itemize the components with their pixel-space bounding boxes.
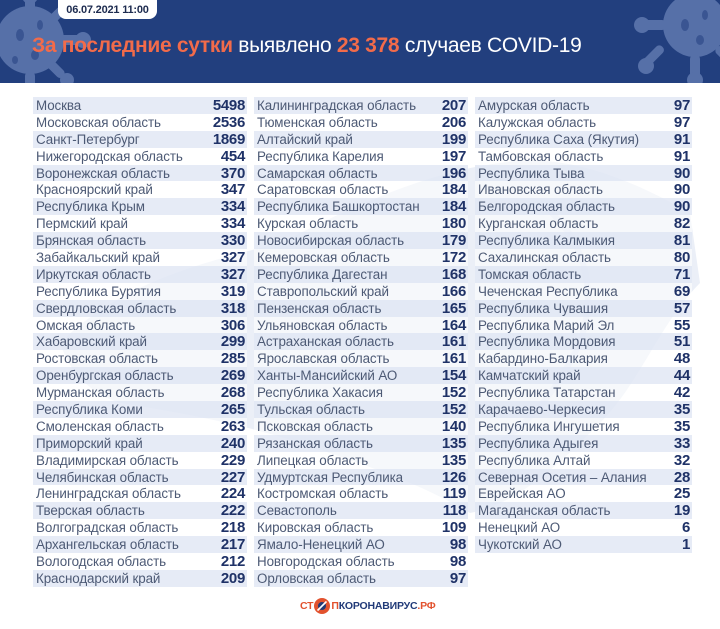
- case-count: 97: [449, 569, 466, 587]
- region-name: Республика Дагестан: [257, 266, 388, 282]
- case-count: 71: [673, 265, 690, 283]
- case-count: 91: [673, 147, 690, 165]
- region-name: Республика Башкортостан: [257, 199, 420, 215]
- table-row: [475, 266, 692, 283]
- table-row: [475, 131, 692, 148]
- case-count: 229: [220, 451, 245, 469]
- case-count: 227: [220, 468, 245, 486]
- virus-decoration-icon: [620, 0, 720, 83]
- case-count: 164: [441, 316, 466, 334]
- case-count: 109: [441, 519, 466, 537]
- region-name: Пензенская область: [257, 300, 382, 316]
- region-name: Удмуртская Республика: [257, 469, 404, 485]
- region-column-3: [475, 97, 692, 553]
- region-name: Ярославская область: [257, 351, 390, 367]
- table-row: [254, 452, 468, 469]
- table-row: [254, 350, 468, 367]
- region-name: Амурская область: [478, 97, 590, 113]
- table-row: [475, 215, 692, 232]
- case-count: 152: [441, 384, 466, 402]
- case-count: 269: [220, 367, 245, 385]
- case-count: 319: [220, 282, 245, 300]
- region-name: Архангельская область: [36, 537, 179, 553]
- region-name: Тюменская область: [257, 114, 378, 130]
- region-name: Республика Ингушетия: [478, 418, 620, 434]
- case-count: 90: [673, 181, 690, 199]
- table-row: [33, 114, 247, 131]
- region-name: Пермский край: [36, 216, 128, 232]
- case-count: 98: [449, 536, 466, 554]
- case-count: 19: [673, 502, 690, 520]
- case-count: 44: [673, 367, 690, 385]
- table-row: [475, 283, 692, 300]
- case-count: 165: [441, 299, 466, 317]
- case-count: 207: [441, 96, 466, 114]
- table-row: [254, 401, 468, 418]
- region-name: Тульская область: [257, 401, 365, 417]
- region-name: Курганская область: [478, 216, 599, 232]
- case-count: 306: [220, 316, 245, 334]
- table-row: [475, 350, 692, 367]
- case-count: 69: [673, 282, 690, 300]
- case-count: 51: [673, 333, 690, 351]
- region-name: Республика Мордовия: [478, 334, 616, 350]
- table-row: [33, 519, 247, 536]
- table-row: [475, 418, 692, 435]
- region-name: Нижегородская область: [36, 148, 183, 164]
- table-row: [254, 181, 468, 198]
- case-count: 180: [441, 215, 466, 233]
- table-row: [475, 198, 692, 215]
- case-count: 179: [441, 232, 466, 250]
- table-row: [475, 367, 692, 384]
- region-name: Брянская область: [36, 233, 146, 249]
- case-count: 55: [673, 316, 690, 334]
- region-name: Республика Адыгея: [478, 435, 599, 451]
- stop-virus-icon: [314, 598, 330, 614]
- table-row: [33, 452, 247, 469]
- table-row: [33, 485, 247, 502]
- table-row: [475, 165, 692, 182]
- region-name: Кабардино-Балкария: [478, 351, 608, 367]
- region-name: Кировская область: [257, 520, 374, 536]
- region-name: Сахалинская область: [478, 249, 611, 265]
- case-count: 126: [441, 468, 466, 486]
- region-name: Саратовская область: [257, 182, 389, 198]
- region-name: Рязанская область: [257, 435, 373, 451]
- table-row: [33, 317, 247, 334]
- table-row: [33, 536, 247, 553]
- region-name: Костромская область: [257, 486, 389, 502]
- region-name: Ханты-Мансийский АО: [257, 368, 398, 384]
- table-row: [475, 401, 692, 418]
- table-row: [33, 350, 247, 367]
- region-name: Ямало-Ненецкий АО: [257, 537, 385, 553]
- table-row: [254, 283, 468, 300]
- table-row: [254, 536, 468, 553]
- region-name: Республика Марий Эл: [478, 317, 615, 333]
- region-name: Самарская область: [257, 165, 378, 181]
- region-name: Республика Хакасия: [257, 385, 383, 401]
- region-name: Тверская область: [36, 503, 145, 519]
- table-row: [254, 502, 468, 519]
- table-row: [475, 114, 692, 131]
- table-row: [254, 435, 468, 452]
- table-row: [33, 333, 247, 350]
- table-row: [475, 452, 692, 469]
- region-name: Новосибирская область: [257, 233, 405, 249]
- case-count: 161: [441, 333, 466, 351]
- table-row: [33, 401, 247, 418]
- region-name: Магаданская область: [478, 503, 611, 519]
- table-row: [475, 485, 692, 502]
- case-count: 35: [673, 417, 690, 435]
- case-count: 206: [441, 113, 466, 131]
- table-row: [254, 570, 468, 587]
- case-count: 347: [220, 181, 245, 199]
- case-count: 57: [673, 299, 690, 317]
- region-name: Курская область: [257, 216, 359, 232]
- region-name: Калужская область: [478, 114, 597, 130]
- case-count: 97: [673, 96, 690, 114]
- case-count: 330: [220, 232, 245, 250]
- region-name: Алтайский край: [257, 131, 353, 147]
- table-row: [254, 249, 468, 266]
- case-count: 90: [673, 198, 690, 216]
- region-column-1: [33, 97, 247, 587]
- case-count: 98: [449, 553, 466, 570]
- case-count: 135: [441, 451, 466, 469]
- table-row: [33, 384, 247, 401]
- region-name: Республика Бурятия: [36, 283, 161, 299]
- region-name: Ульяновская область: [257, 317, 388, 333]
- region-name: Республика Карелия: [257, 148, 384, 164]
- region-name: Республика Коми: [36, 401, 143, 417]
- case-count: 82: [673, 215, 690, 233]
- case-count: 172: [441, 248, 466, 266]
- region-name: Камчатский край: [478, 368, 581, 384]
- table-row: [33, 367, 247, 384]
- region-name: Красноярский край: [36, 182, 153, 198]
- region-name: Республика Саха (Якутия): [478, 131, 640, 147]
- case-count: 285: [220, 350, 245, 368]
- case-count: 140: [441, 417, 466, 435]
- region-name: Еврейская АО: [478, 486, 566, 502]
- table-row: [33, 502, 247, 519]
- table-row: [33, 165, 247, 182]
- region-name: Омская область: [36, 317, 136, 333]
- case-count: 318: [220, 299, 245, 317]
- table-row: [33, 148, 247, 165]
- case-count: 90: [673, 164, 690, 182]
- region-name: Калининградская область: [257, 97, 416, 113]
- table-row: [33, 198, 247, 215]
- table-row: [33, 570, 247, 587]
- case-count: 327: [220, 265, 245, 283]
- table-row: [254, 553, 468, 570]
- case-count: 80: [673, 248, 690, 266]
- logo-text-p: П: [331, 600, 339, 612]
- case-count: 25: [673, 485, 690, 503]
- title-text: выявлено: [232, 34, 337, 57]
- region-name: Вологодская область: [36, 553, 166, 569]
- table-row: [33, 435, 247, 452]
- case-count: 2536: [212, 113, 245, 131]
- logo-text-st: СТ: [300, 600, 314, 612]
- case-count: 196: [441, 164, 466, 182]
- table-row: [254, 333, 468, 350]
- table-row: [254, 198, 468, 215]
- case-count: 42: [673, 384, 690, 402]
- case-count: 33: [673, 434, 690, 452]
- case-count: 5498: [212, 96, 245, 114]
- case-count: 48: [673, 350, 690, 368]
- region-name: Забайкальский край: [36, 249, 160, 265]
- case-count: 184: [441, 198, 466, 216]
- header-banner: [0, 0, 720, 83]
- page-title: [32, 34, 581, 58]
- table-row: [475, 536, 692, 553]
- table-row: [33, 131, 247, 148]
- case-count: 263: [220, 417, 245, 435]
- report-date: 06.07.2021 11:00: [58, 0, 157, 19]
- table-row: [33, 300, 247, 317]
- region-name: Карачаево-Черкесия: [478, 401, 606, 417]
- region-name: Оренбургская область: [36, 368, 174, 384]
- table-row: [254, 384, 468, 401]
- table-row: [475, 249, 692, 266]
- case-count: 161: [441, 350, 466, 368]
- region-name: Северная Осетия – Алания: [478, 469, 647, 485]
- table-row: [475, 333, 692, 350]
- region-name: Чеченская Республика: [478, 283, 618, 299]
- table-row: [475, 502, 692, 519]
- table-row: [254, 232, 468, 249]
- region-name: Тамбовская область: [478, 148, 604, 164]
- region-name: Хабаровский край: [36, 334, 147, 350]
- region-name: Московская область: [36, 114, 161, 130]
- table-row: [254, 131, 468, 148]
- table-row: [254, 165, 468, 182]
- table-row: [475, 97, 692, 114]
- case-count: 135: [441, 434, 466, 452]
- case-count: 154: [441, 367, 466, 385]
- table-row: [254, 469, 468, 486]
- table-row: [33, 283, 247, 300]
- region-name: Псковская область: [257, 418, 373, 434]
- table-row: [33, 97, 247, 114]
- table-row: [254, 300, 468, 317]
- region-name: Астраханская область: [257, 334, 394, 350]
- region-name: Волгоградская область: [36, 520, 179, 536]
- table-row: [254, 367, 468, 384]
- title-highlight: За последние сутки: [32, 34, 233, 57]
- region-name: Ставропольский край: [257, 283, 389, 299]
- case-count: 197: [441, 147, 466, 165]
- region-name: Мурманская область: [36, 385, 165, 401]
- region-name: Ленинградская область: [36, 486, 181, 502]
- table-row: [254, 485, 468, 502]
- region-column-2: [254, 97, 468, 587]
- case-count: 97: [673, 113, 690, 131]
- region-name: Москва: [36, 97, 82, 113]
- region-name: Кемеровская область: [257, 249, 390, 265]
- region-name: Республика Чувашия: [478, 300, 608, 316]
- region-name: Краснодарский край: [36, 570, 161, 586]
- region-name: Республика Крым: [36, 199, 145, 215]
- region-name: Ростовская область: [36, 351, 158, 367]
- region-name: Владимирская область: [36, 452, 179, 468]
- table-row: [254, 317, 468, 334]
- case-count: 268: [220, 384, 245, 402]
- case-count: 152: [441, 400, 466, 418]
- logo-text-rf: .РФ: [417, 600, 436, 612]
- case-count: 222: [220, 502, 245, 520]
- table-row: [254, 114, 468, 131]
- table-row: [254, 97, 468, 114]
- logo-text-coronavirus: КОРОНАВИРУС: [338, 600, 418, 612]
- case-count: 299: [220, 333, 245, 351]
- region-name: Смоленская область: [36, 418, 164, 434]
- case-count: 240: [220, 434, 245, 452]
- table-row: [254, 215, 468, 232]
- table-row: [33, 215, 247, 232]
- region-name: Липецкая область: [257, 452, 369, 468]
- table-row: [33, 553, 247, 570]
- region-name: Севастополь: [257, 503, 337, 519]
- case-count: 166: [441, 282, 466, 300]
- case-count: 1: [681, 536, 690, 554]
- table-row: [33, 266, 247, 283]
- table-row: [475, 232, 692, 249]
- region-name: Белгородская область: [478, 199, 615, 215]
- region-name: Воронежская область: [36, 165, 170, 181]
- case-count: 35: [673, 400, 690, 418]
- table-row: [254, 418, 468, 435]
- table-row: [475, 148, 692, 165]
- table-row: [475, 435, 692, 452]
- case-count: 370: [220, 164, 245, 182]
- region-name: Орловская область: [257, 570, 376, 586]
- case-count: 199: [441, 130, 466, 148]
- case-count: 81: [673, 232, 690, 250]
- table-row: [475, 469, 692, 486]
- case-count: 209: [220, 569, 245, 587]
- region-name: Ненецкий АО: [478, 520, 561, 536]
- table-row: [254, 519, 468, 536]
- case-count: 334: [220, 215, 245, 233]
- region-name: Свердловская область: [36, 300, 177, 316]
- case-count: 184: [441, 181, 466, 199]
- region-name: Ивановская область: [478, 182, 603, 198]
- case-count: 28: [673, 468, 690, 486]
- case-count: 212: [220, 553, 245, 570]
- table-row: [475, 317, 692, 334]
- table-row: [475, 519, 692, 536]
- region-name: Челябинская область: [36, 469, 169, 485]
- region-name: Республика Калмыкия: [478, 233, 615, 249]
- table-row: [33, 181, 247, 198]
- case-count: 91: [673, 130, 690, 148]
- table-row: [475, 181, 692, 198]
- case-count: 218: [220, 519, 245, 537]
- table-row: [33, 418, 247, 435]
- case-count: 118: [442, 502, 466, 520]
- region-name: Новгородская область: [257, 553, 395, 569]
- region-name: Чукотский АО: [478, 537, 562, 553]
- case-count: 119: [442, 485, 466, 503]
- region-name: Приморский край: [36, 435, 143, 451]
- case-count: 168: [441, 265, 466, 283]
- region-name: Республика Алтай: [478, 452, 591, 468]
- case-count: 454: [220, 147, 245, 165]
- table-row: [254, 148, 468, 165]
- total-cases-count: 23 378: [336, 34, 400, 57]
- case-count: 1869: [212, 130, 245, 148]
- region-name: Иркутская область: [36, 266, 151, 282]
- table-row: [254, 266, 468, 283]
- case-count: 334: [220, 198, 245, 216]
- case-count: 6: [681, 519, 690, 537]
- table-row: [33, 469, 247, 486]
- table-row: [475, 300, 692, 317]
- region-name: Республика Татарстан: [478, 385, 616, 401]
- table-row: [475, 384, 692, 401]
- stopcoronavirus-logo[interactable]: [300, 598, 436, 614]
- table-row: [33, 249, 247, 266]
- case-count: 217: [220, 536, 245, 554]
- region-name: Республика Тыва: [478, 165, 585, 181]
- case-count: 32: [673, 451, 690, 469]
- region-name: Томская область: [478, 266, 582, 282]
- title-text-suffix: случаев COVID-19: [399, 34, 582, 57]
- case-count: 327: [220, 248, 245, 266]
- case-count: 265: [220, 400, 245, 418]
- region-name: Санкт-Петербург: [36, 131, 140, 147]
- case-count: 224: [220, 485, 245, 503]
- table-row: [33, 232, 247, 249]
